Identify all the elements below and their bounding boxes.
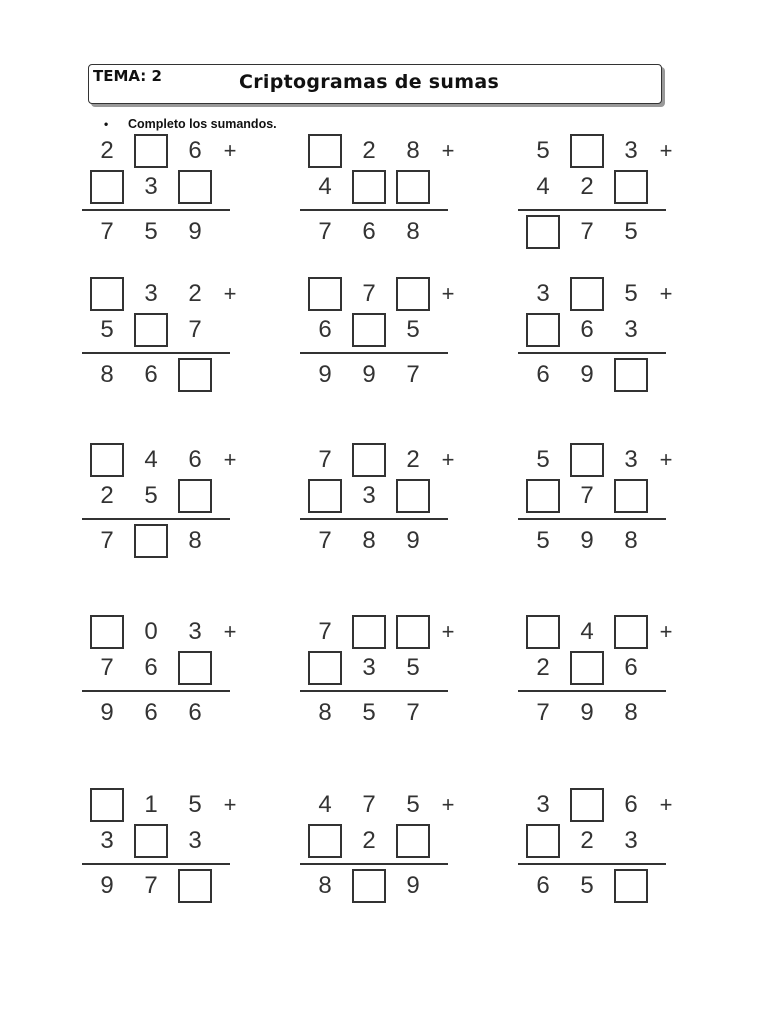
blank-box[interactable] <box>178 358 212 392</box>
second-addend-digit: 6 <box>624 654 638 681</box>
blank-box[interactable] <box>90 277 124 311</box>
sum-digit: 9 <box>100 872 114 899</box>
blank-box[interactable] <box>352 443 386 477</box>
first-addend-digit: 5 <box>536 446 550 473</box>
blank-box[interactable] <box>352 615 386 649</box>
blank-box[interactable] <box>90 170 124 204</box>
blank-box[interactable] <box>90 443 124 477</box>
plus-sign: + <box>223 281 237 306</box>
addition-problem <box>88 788 248 898</box>
plus-sign: + <box>441 792 455 817</box>
sum-digit: 9 <box>580 527 594 554</box>
second-addend-digit: 2 <box>100 482 114 509</box>
first-addend-digit: 5 <box>406 791 420 818</box>
sum-digit: 8 <box>318 699 332 726</box>
first-addend-digit: 5 <box>188 791 202 818</box>
addition-problem <box>88 277 248 387</box>
addition-problem <box>524 443 684 553</box>
blank-box[interactable] <box>526 479 560 513</box>
blank-box[interactable] <box>308 277 342 311</box>
second-addend-digit: 5 <box>406 654 420 681</box>
second-addend-digit: 3 <box>362 482 376 509</box>
sum-digit: 6 <box>536 872 550 899</box>
second-addend-digit: 3 <box>362 654 376 681</box>
addition-problem <box>306 788 466 898</box>
sum-digit: 6 <box>188 699 202 726</box>
sum-digit: 9 <box>318 361 332 388</box>
sum-line <box>300 352 448 354</box>
sum-digit: 9 <box>580 699 594 726</box>
second-addend-digit: 2 <box>536 654 550 681</box>
second-addend-digit: 5 <box>406 316 420 343</box>
sum-digit: 5 <box>144 218 158 245</box>
plus-sign: + <box>223 792 237 817</box>
blank-box[interactable] <box>134 134 168 168</box>
first-addend-digit: 4 <box>144 446 158 473</box>
first-addend-digit: 2 <box>100 137 114 164</box>
first-addend-digit: 1 <box>144 791 158 818</box>
sum-digit: 5 <box>580 872 594 899</box>
second-addend-digit: 3 <box>100 827 114 854</box>
addition-problem <box>524 277 684 387</box>
second-addend-digit: 6 <box>318 316 332 343</box>
sum-digit: 8 <box>100 361 114 388</box>
second-addend-digit: 5 <box>144 482 158 509</box>
sum-digit: 5 <box>624 218 638 245</box>
instruction-text: Completo los sumandos. <box>128 117 277 131</box>
blank-box[interactable] <box>178 651 212 685</box>
blank-box[interactable] <box>308 651 342 685</box>
blank-box[interactable] <box>614 479 648 513</box>
second-addend-digit: 6 <box>144 654 158 681</box>
topic-label: TEMA: 2 <box>93 67 162 85</box>
blank-box[interactable] <box>396 479 430 513</box>
blank-box[interactable] <box>178 479 212 513</box>
blank-box[interactable] <box>396 170 430 204</box>
addition-problem <box>88 615 248 725</box>
first-addend-digit: 4 <box>318 791 332 818</box>
first-addend-digit: 5 <box>536 137 550 164</box>
header-box <box>88 64 662 104</box>
sum-digit: 9 <box>406 527 420 554</box>
sum-line <box>82 352 230 354</box>
sum-digit: 8 <box>188 527 202 554</box>
second-addend-digit: 2 <box>362 827 376 854</box>
second-addend-digit: 3 <box>624 316 638 343</box>
second-addend-digit: 6 <box>580 316 594 343</box>
plus-sign: + <box>659 619 673 644</box>
sum-digit: 8 <box>318 872 332 899</box>
addition-problem <box>88 134 248 244</box>
blank-box[interactable] <box>570 277 604 311</box>
blank-box[interactable] <box>614 358 648 392</box>
sum-line <box>300 863 448 865</box>
sum-digit: 9 <box>580 361 594 388</box>
sum-digit: 6 <box>144 361 158 388</box>
sum-digit: 8 <box>624 527 638 554</box>
addition-problem <box>524 788 684 898</box>
blank-box[interactable] <box>352 170 386 204</box>
sum-digit: 5 <box>536 527 550 554</box>
sum-digit: 6 <box>144 699 158 726</box>
first-addend-digit: 4 <box>580 618 594 645</box>
sum-digit: 7 <box>100 527 114 554</box>
sum-line <box>518 352 666 354</box>
sum-digit: 7 <box>406 699 420 726</box>
plus-sign: + <box>441 138 455 163</box>
sum-digit: 7 <box>144 872 158 899</box>
blank-box[interactable] <box>570 443 604 477</box>
addition-problem <box>306 134 466 244</box>
addition-problem <box>88 443 248 553</box>
blank-box[interactable] <box>614 170 648 204</box>
sum-line <box>518 518 666 520</box>
blank-box[interactable] <box>308 134 342 168</box>
blank-box[interactable] <box>352 313 386 347</box>
second-addend-digit: 2 <box>580 173 594 200</box>
blank-box[interactable] <box>570 134 604 168</box>
plus-sign: + <box>223 447 237 472</box>
first-addend-digit: 6 <box>188 446 202 473</box>
blank-box[interactable] <box>134 824 168 858</box>
first-addend-digit: 3 <box>144 280 158 307</box>
sum-line <box>518 863 666 865</box>
second-addend-digit: 3 <box>188 827 202 854</box>
blank-box[interactable] <box>90 788 124 822</box>
blank-box[interactable] <box>614 869 648 903</box>
blank-box[interactable] <box>526 824 560 858</box>
blank-box[interactable] <box>396 824 430 858</box>
blank-box[interactable] <box>396 615 430 649</box>
blank-box[interactable] <box>308 479 342 513</box>
sum-digit: 7 <box>536 699 550 726</box>
sum-digit: 8 <box>624 699 638 726</box>
sum-line <box>300 209 448 211</box>
sum-line <box>82 209 230 211</box>
plus-sign: + <box>441 281 455 306</box>
page-title: Criptogramas de sumas <box>239 71 500 93</box>
addition-problem <box>524 134 684 244</box>
blank-box[interactable] <box>396 277 430 311</box>
blank-box[interactable] <box>526 615 560 649</box>
first-addend-digit: 3 <box>536 791 550 818</box>
plus-sign: + <box>223 619 237 644</box>
blank-box[interactable] <box>614 615 648 649</box>
first-addend-digit: 8 <box>406 137 420 164</box>
sum-digit: 9 <box>362 361 376 388</box>
blank-box[interactable] <box>134 313 168 347</box>
sum-line <box>518 209 666 211</box>
blank-box[interactable] <box>90 615 124 649</box>
plus-sign: + <box>441 447 455 472</box>
second-addend-digit: 7 <box>100 654 114 681</box>
plus-sign: + <box>659 138 673 163</box>
first-addend-digit: 2 <box>406 446 420 473</box>
sum-digit: 6 <box>536 361 550 388</box>
addition-problem <box>306 277 466 387</box>
first-addend-digit: 3 <box>188 618 202 645</box>
sum-line <box>300 690 448 692</box>
instruction <box>104 117 277 131</box>
blank-box[interactable] <box>134 524 168 558</box>
blank-box[interactable] <box>308 824 342 858</box>
sum-digit: 5 <box>362 699 376 726</box>
second-addend-digit: 3 <box>624 827 638 854</box>
second-addend-digit: 4 <box>536 173 550 200</box>
first-addend-digit: 2 <box>362 137 376 164</box>
plus-sign: + <box>223 138 237 163</box>
sum-digit: 7 <box>580 218 594 245</box>
first-addend-digit: 7 <box>362 791 376 818</box>
plus-sign: + <box>659 281 673 306</box>
second-addend-digit: 7 <box>188 316 202 343</box>
sum-digit: 9 <box>100 699 114 726</box>
first-addend-digit: 3 <box>536 280 550 307</box>
addition-problem <box>524 615 684 725</box>
second-addend-digit: 3 <box>144 173 158 200</box>
first-addend-digit: 0 <box>144 618 158 645</box>
bullet-icon: • <box>104 117 109 131</box>
addition-problem <box>306 443 466 553</box>
blank-box[interactable] <box>352 869 386 903</box>
first-addend-digit: 6 <box>188 137 202 164</box>
sum-digit: 9 <box>406 872 420 899</box>
sum-digit: 7 <box>318 527 332 554</box>
blank-box[interactable] <box>570 651 604 685</box>
plus-sign: + <box>659 447 673 472</box>
sum-digit: 7 <box>318 218 332 245</box>
first-addend-digit: 5 <box>624 280 638 307</box>
sum-line <box>82 863 230 865</box>
sum-line <box>82 690 230 692</box>
sum-line <box>300 518 448 520</box>
sum-digit: 8 <box>362 527 376 554</box>
first-addend-digit: 2 <box>188 280 202 307</box>
sum-digit: 7 <box>406 361 420 388</box>
second-addend-digit: 7 <box>580 482 594 509</box>
second-addend-digit: 2 <box>580 827 594 854</box>
plus-sign: + <box>659 792 673 817</box>
blank-box[interactable] <box>526 313 560 347</box>
first-addend-digit: 3 <box>624 446 638 473</box>
sum-digit: 8 <box>406 218 420 245</box>
sum-digit: 7 <box>100 218 114 245</box>
sum-line <box>82 518 230 520</box>
blank-box[interactable] <box>526 215 560 249</box>
first-addend-digit: 7 <box>362 280 376 307</box>
second-addend-digit: 5 <box>100 316 114 343</box>
first-addend-digit: 7 <box>318 446 332 473</box>
first-addend-digit: 7 <box>318 618 332 645</box>
first-addend-digit: 3 <box>624 137 638 164</box>
plus-sign: + <box>441 619 455 644</box>
blank-box[interactable] <box>178 869 212 903</box>
first-addend-digit: 6 <box>624 791 638 818</box>
blank-box[interactable] <box>178 170 212 204</box>
sum-line <box>518 690 666 692</box>
sum-digit: 9 <box>188 218 202 245</box>
blank-box[interactable] <box>570 788 604 822</box>
second-addend-digit: 4 <box>318 173 332 200</box>
sum-digit: 6 <box>362 218 376 245</box>
addition-problem <box>306 615 466 725</box>
